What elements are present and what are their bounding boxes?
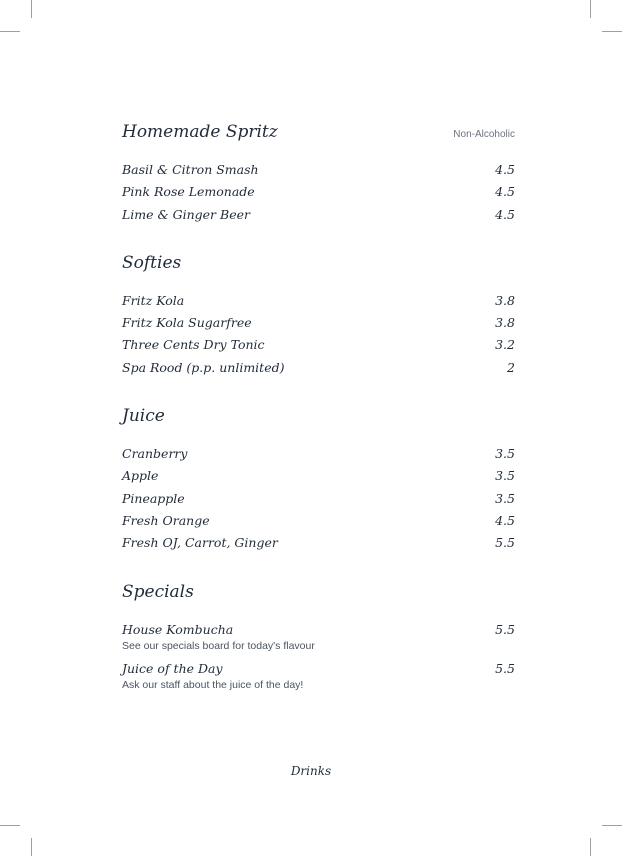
crop-mark — [602, 825, 622, 826]
menu-item — [122, 337, 515, 359]
crop-mark — [31, 838, 32, 856]
item-price: 5.5 — [495, 660, 515, 676]
menu-item — [122, 446, 515, 468]
menu-item — [122, 535, 515, 557]
item-name: House Kombucha — [122, 621, 234, 637]
menu-item — [122, 468, 515, 490]
menu-item — [122, 293, 515, 315]
section-note: Non-Alcoholic — [453, 129, 515, 140]
menu-item — [122, 184, 515, 206]
crop-mark — [602, 31, 622, 32]
item-description: See our specials board for today's flavour — [122, 639, 315, 652]
item-price: 3.2 — [495, 337, 515, 353]
crop-mark — [590, 838, 591, 856]
drinks-menu — [122, 122, 515, 720]
menu-item — [122, 491, 515, 513]
item-name: Three Cents Dry Tonic — [122, 337, 265, 353]
crop-mark — [0, 31, 20, 32]
item-name: Lime & Ginger Beer — [122, 206, 250, 222]
item-name: Basil & Citron Smash — [122, 162, 259, 177]
item-price: 3.5 — [495, 468, 515, 484]
item-price: 2 — [507, 359, 515, 375]
item-name: Fritz Kola Sugarfree — [122, 315, 252, 331]
section-title: Softies — [122, 252, 182, 273]
item-price: 3.5 — [495, 490, 515, 506]
menu-item — [122, 513, 515, 535]
crop-mark — [0, 825, 20, 826]
crop-mark — [590, 0, 591, 18]
item-name: Cranberry — [122, 446, 188, 462]
item-price: 3.8 — [495, 315, 515, 331]
item-name: Apple — [122, 468, 159, 484]
menu-item — [122, 162, 515, 184]
section-juice — [122, 406, 515, 557]
item-name: Pink Rose Lemonade — [122, 184, 255, 200]
item-price: 4.5 — [495, 184, 515, 200]
crop-mark — [31, 0, 32, 18]
item-name: Spa Rood (p.p. unlimited) — [122, 359, 285, 375]
section-specials — [122, 582, 515, 696]
section-softies — [122, 253, 515, 382]
item-price: 3.8 — [495, 292, 515, 308]
page-footer: Drinks — [290, 764, 332, 778]
section-title: Specials — [122, 581, 194, 602]
special-item — [122, 661, 515, 696]
item-price: 5.5 — [495, 535, 515, 551]
item-price: 5.5 — [495, 621, 515, 637]
item-description: Ask our staff about the juice of the day! — [122, 678, 304, 691]
item-price: 4.5 — [495, 162, 515, 177]
section-title: Juice — [122, 406, 165, 427]
menu-item — [122, 207, 515, 229]
section-homemade-spritz — [122, 122, 515, 229]
item-name: Fresh OJ, Carrot, Ginger — [122, 535, 278, 551]
section-title: Homemade Spritz — [122, 122, 278, 142]
item-name: Fresh Orange — [122, 512, 210, 528]
menu-item — [122, 360, 515, 382]
item-name: Juice of the Day — [122, 660, 223, 676]
item-name: Pineapple — [122, 490, 185, 506]
item-price: 4.5 — [495, 512, 515, 528]
item-price: 3.5 — [495, 446, 515, 462]
menu-item — [122, 315, 515, 337]
item-name: Fritz Kola — [122, 292, 185, 308]
special-item — [122, 622, 515, 657]
item-price: 4.5 — [495, 206, 515, 222]
